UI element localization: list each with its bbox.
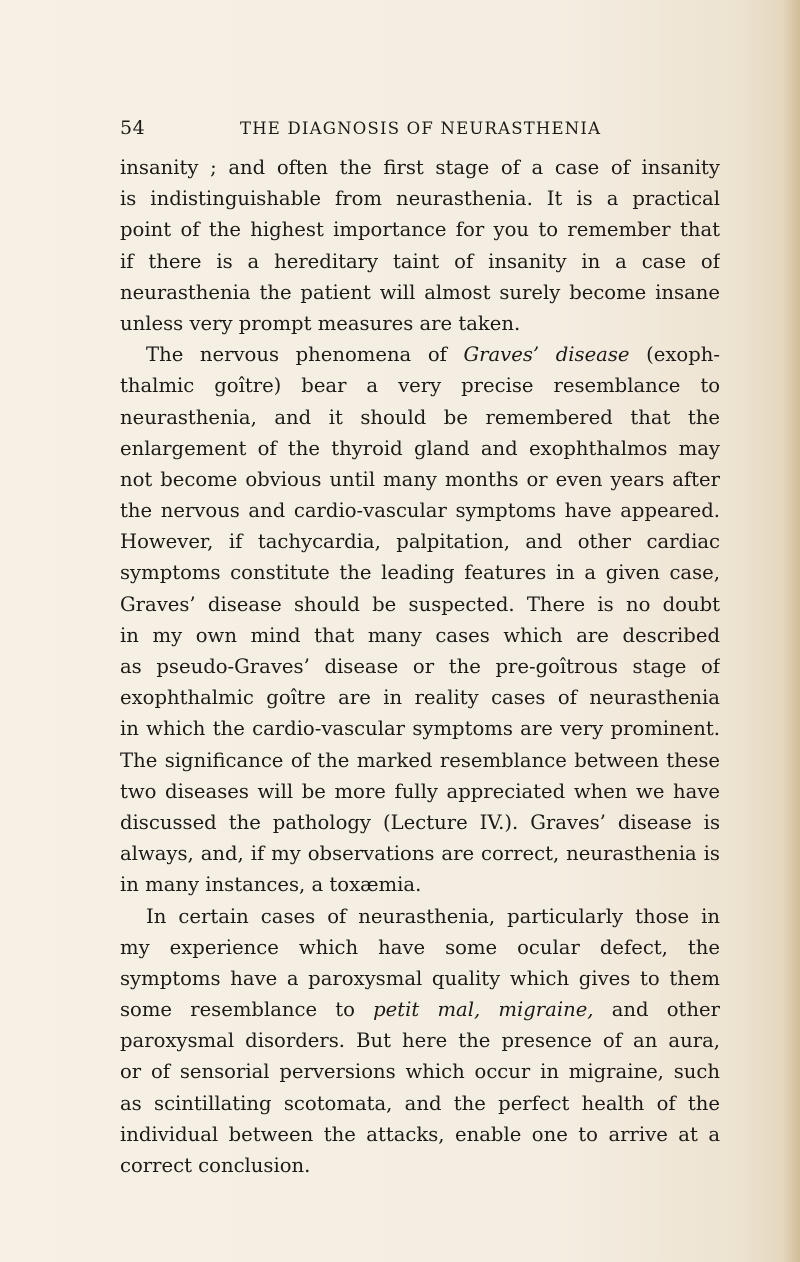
text-line: In certain cases of neurasthenia, particularly those in	[146, 904, 720, 928]
text-line	[120, 994, 720, 1025]
text-span: (exoph-	[646, 343, 720, 367]
text-span: some resemblance to	[120, 998, 355, 1022]
text-line: my experience which have some ocular defect, the	[120, 935, 720, 959]
text-line	[120, 339, 720, 370]
italic-term: Graves’ disease	[463, 343, 630, 367]
text-line: point of the highest importance for you to remember that	[120, 218, 720, 242]
text-line: or of sensorial perversions which occur in migraine, such	[120, 1060, 720, 1084]
page-edge-shadow	[782, 0, 800, 1262]
text-line: the nervous and cardio-vascular symptoms have appeared.	[120, 499, 720, 523]
text-line: in my own mind that many cases which are described	[120, 623, 720, 647]
text-line: as scintillating scotomata, and the perfect health of the	[120, 1091, 720, 1115]
running-head: THE DIAGNOSIS OF NEURASTHENIA	[240, 119, 602, 138]
text-line: discussed the pathology (Lecture IV.). Graves’ disease is	[120, 810, 720, 834]
body-text	[120, 152, 720, 1181]
text-line: thalmic goître) bear a very precise resemblance to	[120, 374, 720, 398]
text-line: neurasthenia the patient will almost surely become insane	[120, 280, 720, 304]
text-line: paroxysmal disorders. But here the presence of an aura,	[120, 1029, 720, 1053]
text-line: enlargement of the thyroid gland and exophthalmos may	[120, 436, 720, 460]
text-line: always, and, if my observations are correct, neurasthenia is	[120, 842, 720, 866]
text-line: exophthalmic goître are in reality cases of neurasthenia	[120, 686, 720, 710]
text-line: correct conclusion.	[120, 1154, 311, 1177]
text-line: in many instances, a toxæmia.	[120, 873, 422, 897]
text-line: symptoms have a paroxysmal quality which gives to them	[120, 966, 720, 990]
text-line: symptoms constitute the leading features in a given case,	[120, 561, 720, 585]
text-line: is indistinguishable from neurasthenia. It is a practical	[120, 187, 720, 211]
text-line: The significance of the marked resemblance between these	[120, 748, 720, 772]
text-line: However, if tachycardia, palpitation, and other cardiac	[120, 530, 720, 554]
text-line: Graves’ disease should be suspected. There is no doubt	[120, 592, 720, 616]
text-line: as pseudo-Graves’ disease or the pre-goîtrous stage of	[120, 655, 720, 678]
text-line: insanity ; and often the first stage of a case of insanity	[120, 156, 720, 179]
text-line: unless very prompt measures are taken.	[120, 311, 521, 335]
text-line: two diseases will be more fully appreciated when we have	[120, 779, 720, 803]
text-line: neurasthenia, and it should be remembered that the	[120, 405, 720, 429]
text-span: and other	[611, 998, 720, 1022]
page-number: 54	[120, 117, 146, 139]
text-line: not become obvious until many months or even years after	[120, 467, 720, 491]
text-span: The nervous phenomena of	[146, 343, 447, 367]
italic-term: petit mal, migraine,	[373, 998, 594, 1022]
page-header	[120, 117, 720, 143]
text-line: in which the cardio-vascular symptoms are very prominent.	[120, 717, 720, 741]
text-line: individual between the attacks, enable one to arrive at a	[120, 1122, 720, 1146]
text-line: if there is a hereditary taint of insanity in a case of	[120, 249, 720, 273]
